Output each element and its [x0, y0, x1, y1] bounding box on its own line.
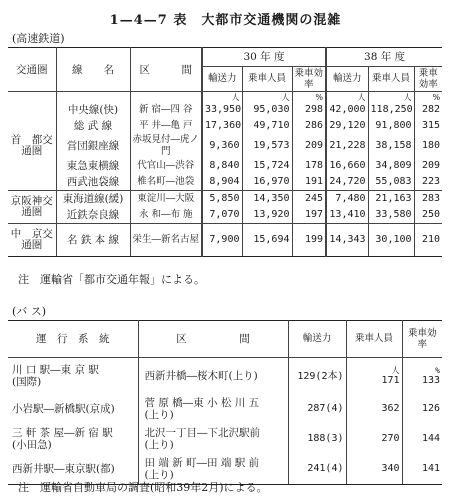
rail-note: 注 運輸省「都市交通年報」による。 — [18, 273, 205, 286]
rail-row — [8, 207, 442, 224]
bus-rate: 144 — [421, 433, 440, 444]
bus-note: 注 運輸省自動車局の調査(昭和39年2月)による。 — [18, 481, 268, 494]
header-year-30: 30 年 度 — [202, 48, 326, 67]
bus-section-sub: (上り) — [144, 469, 174, 481]
unit-label: % — [435, 366, 440, 375]
rate-38: 282 — [421, 104, 441, 115]
bus-section-cell — [138, 358, 288, 395]
passengers-38: 30,100 — [368, 224, 414, 257]
section-name: 平 井―亀 戸 — [130, 118, 202, 134]
bus-capacity: 188(3) — [307, 433, 344, 444]
passengers-30: 16,970 — [242, 174, 292, 191]
unit-label: % — [292, 92, 326, 103]
passengers-30: 19,573 — [242, 134, 292, 158]
rate-30: 245 — [292, 191, 326, 208]
rate-30: 298 — [292, 102, 326, 118]
bus-rate-cell — [402, 454, 442, 485]
bus-table — [8, 320, 442, 485]
bus-section-sub: (上り) — [144, 409, 174, 421]
header-section: 区 間 — [130, 48, 202, 92]
capacity-38: 13,410 — [326, 207, 368, 224]
bus-capacity-cell — [288, 394, 346, 424]
bus-section-cell — [138, 424, 288, 454]
bus-capacity-cell — [288, 454, 346, 485]
bus-passengers-cell — [346, 358, 402, 395]
unit-label: 人 — [242, 92, 292, 103]
bus-rate-cell — [402, 358, 442, 395]
bus-capacity-cell — [288, 358, 346, 395]
bus-header-rate: 乗車効率 — [402, 321, 442, 358]
unit-label: 人 — [368, 92, 414, 103]
line-name: 総 武 線 — [56, 118, 130, 134]
bus-capacity: 241(4) — [307, 463, 344, 474]
passengers-38: 34,809 — [368, 158, 414, 174]
capacity-30: 8,904 — [202, 174, 242, 191]
rail-table — [8, 47, 442, 257]
rate-38: 315 — [421, 120, 441, 131]
passengers-30: 13,920 — [242, 207, 292, 224]
bus-passengers: 362 — [381, 403, 400, 414]
header-line: 線 名 — [56, 48, 130, 92]
capacity-30: 17,360 — [202, 118, 242, 134]
header-rate-30: 乗車効率 — [292, 67, 326, 92]
passengers-38: 21,163 — [368, 191, 414, 208]
passengers-38: 118,250 — [368, 102, 414, 118]
unit-spacer-line — [56, 92, 130, 103]
line-name: 中央線(快) — [56, 102, 130, 118]
section-name: 永 和―布 施 — [130, 207, 202, 224]
header-year-38: 38 年 度 — [326, 48, 442, 67]
bus-passengers: 270 — [381, 433, 400, 444]
header-passengers-30: 乗車人員 — [242, 67, 292, 92]
bus-route: 川 口 駅―東 京 駅 — [12, 364, 99, 376]
bus-section-sub: (上り) — [144, 439, 174, 451]
rail-caption: (高速鉄道) — [12, 32, 65, 45]
header-passengers-38: 乗車人員 — [368, 67, 414, 92]
bus-section: 菅 原 橋―東 小 松 川 五 — [144, 397, 260, 409]
bus-route: 小岩駅―新橋駅(京成) — [12, 403, 115, 415]
header-capacity-38: 輸送力 — [326, 67, 368, 92]
rail-row — [8, 174, 442, 191]
rate-30: 199 — [292, 224, 326, 257]
bus-passengers-cell — [346, 424, 402, 454]
bus-section: 北沢一丁目―下北沢駅前 — [144, 427, 260, 439]
rate-30: 209 — [292, 134, 326, 158]
bus-passengers: 171 — [381, 375, 400, 386]
bus-capacity-cell — [288, 424, 346, 454]
section-name: 栄生―新名古屋 — [130, 224, 202, 257]
header-rate-38: 乗車効率 — [414, 67, 442, 92]
area-cell: 京阪神交通圏 — [8, 191, 56, 224]
line-name: 営団銀座線 — [56, 134, 130, 158]
capacity-38: 42,000 — [326, 102, 368, 118]
bus-header-capacity: 輸送力 — [288, 321, 346, 358]
section-name: 代官山―渋谷 — [130, 158, 202, 174]
line-name: 名 鉄 本 線 — [56, 224, 130, 257]
bus-row — [8, 358, 442, 395]
capacity-38: 7,480 — [326, 191, 368, 208]
bus-capacity: 287(4) — [307, 403, 344, 414]
passengers-38: 91,800 — [368, 118, 414, 134]
bus-section-cell — [138, 394, 288, 424]
capacity-38: 29,120 — [326, 118, 368, 134]
bus-route: 三 軒 茶 屋―新 宿 駅 — [12, 427, 113, 439]
bus-header-passengers: 乗車人員 — [346, 321, 402, 358]
capacity-30: 7,900 — [202, 224, 242, 257]
rate-30: 178 — [292, 158, 326, 174]
unit-label: 人 — [391, 366, 400, 375]
bus-header-section: 区 間 — [138, 321, 288, 358]
bus-rate-cell — [402, 394, 442, 424]
bus-route-cell — [8, 424, 138, 454]
rate-38: 283 — [421, 193, 441, 204]
rail-row — [8, 118, 442, 134]
bus-section: 田 端 新 町―田 端 駅 前 — [144, 457, 260, 469]
line-name: 東急東横線 — [56, 158, 130, 174]
rail-row — [8, 158, 442, 174]
capacity-38: 24,720 — [326, 174, 368, 191]
section-name: 赤坂見付―虎ノ門 — [130, 134, 202, 158]
capacity-30: 8,840 — [202, 158, 242, 174]
bus-route-cell — [8, 358, 138, 395]
unit-label: 人 — [202, 92, 242, 103]
passengers-30: 15,724 — [242, 158, 292, 174]
unit-spacer-area — [8, 92, 56, 103]
line-name: 近鉄奈良線 — [56, 207, 130, 224]
passengers-38: 33,580 — [368, 207, 414, 224]
rate-38: 210 — [414, 224, 442, 257]
line-name: 東海道線(緩) — [56, 191, 130, 208]
passengers-30: 49,710 — [242, 118, 292, 134]
bus-passengers-cell — [346, 394, 402, 424]
passengers-30: 95,030 — [242, 102, 292, 118]
bus-rate: 133 — [421, 375, 440, 386]
bus-row — [8, 394, 442, 424]
capacity-30: 5,850 — [202, 191, 242, 208]
capacity-30: 9,360 — [202, 134, 242, 158]
section-name: 椎名町―池袋 — [130, 174, 202, 191]
bus-section: 西新井橋―桜木町(上り) — [144, 370, 258, 382]
rail-row — [8, 224, 442, 257]
bus-capacity: 129(2本) — [297, 370, 344, 382]
bus-rate-cell — [402, 424, 442, 454]
bus-row — [8, 424, 442, 454]
passengers-30: 14,350 — [242, 191, 292, 208]
rate-30: 197 — [292, 207, 326, 224]
capacity-38: 16,660 — [326, 158, 368, 174]
capacity-38: 14,343 — [326, 224, 368, 257]
header-capacity-30: 輸送力 — [202, 67, 242, 92]
rail-row — [8, 191, 442, 208]
capacity-30: 7,070 — [202, 207, 242, 224]
area-cell: 中 京交通圏 — [8, 224, 56, 257]
rate-38: 209 — [421, 160, 441, 171]
bus-header-route: 運 行 系 統 — [8, 321, 138, 358]
section-name: 東淀川―大阪 — [130, 191, 202, 208]
section-name: 新 宿―四 谷 — [130, 102, 202, 118]
table-title: 1—4—7 表 大都市交通機関の混雑 — [109, 13, 342, 28]
line-name: 西武池袋線 — [56, 174, 130, 191]
unit-label: % — [432, 93, 441, 102]
bus-route-cell — [8, 394, 138, 424]
unit-label: 人 — [326, 92, 368, 103]
bus-route-sub: (国際) — [12, 376, 42, 388]
rate-30: 191 — [292, 174, 326, 191]
area-cell: 首 都交通圏 — [8, 102, 56, 191]
rate-30: 286 — [292, 118, 326, 134]
rate-38: 250 — [414, 207, 442, 224]
bus-rate: 126 — [421, 403, 440, 414]
capacity-38: 21,228 — [326, 134, 368, 158]
bus-route: 西新井駅―東京駅(都) — [12, 463, 115, 475]
bus-route-sub: (小田急) — [12, 439, 52, 451]
unit-spacer-section — [130, 92, 202, 103]
rate-38: 223 — [414, 174, 442, 191]
bus-caption: (バ ス) — [12, 305, 47, 318]
rail-row — [8, 102, 442, 118]
bus-passengers-cell — [346, 454, 402, 485]
header-area: 交通圏 — [8, 48, 56, 92]
rail-row — [8, 134, 442, 158]
rate-38: 180 — [421, 140, 441, 151]
passengers-38: 38,158 — [368, 134, 414, 158]
bus-passengers: 340 — [381, 463, 400, 474]
passengers-38: 55,083 — [368, 174, 414, 191]
capacity-30: 33,950 — [202, 102, 242, 118]
passengers-30: 15,694 — [242, 224, 292, 257]
bus-rate: 141 — [421, 463, 440, 474]
